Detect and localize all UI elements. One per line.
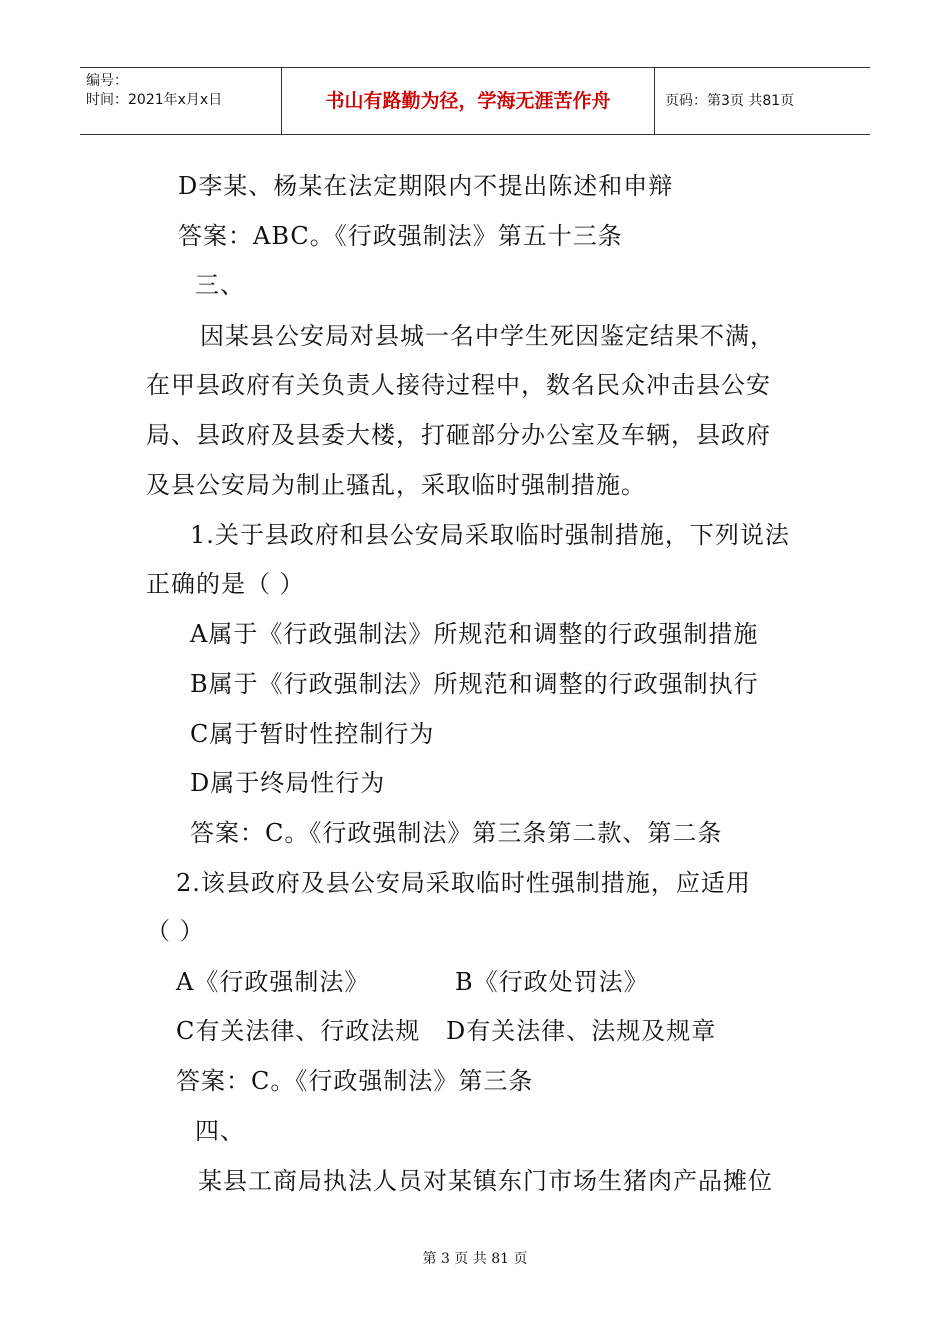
option-line: C属于暂时性控制行为 [190,720,435,748]
document-time-label: 时间：2021年x月x日 [86,92,223,108]
question-line: 1.关于县政府和县公安局采取临时强制措施，下列说法 [190,521,790,549]
option-line-d-prev: D李某、杨某在法定期限内不提出陈述和申辩 [178,172,674,200]
option-line: A属于《行政强制法》所规范和调整的行政强制措施 [190,620,759,648]
option-line: D属于终局性行为 [190,769,386,797]
option-line: A《行政强制法》 [176,968,370,996]
option-line: B属于《行政强制法》所规范和调整的行政强制执行 [190,670,759,698]
question-line: （ ） [146,917,205,945]
paragraph-line: 因某县公安局对县城一名中学生死因鉴定结果不满， [200,322,775,350]
document-header [80,67,870,135]
section-heading-four: 四、 [195,1117,245,1145]
answer-line: 答案：C。《行政强制法》第三条 [176,1067,534,1095]
document-number-label: 编号： [86,73,128,89]
option-line: B《行政处罚法》 [455,968,649,996]
page-footer: 第 3 页 共 81 页 [422,1251,528,1267]
option-line: C有关法律、行政法规 [176,1017,421,1045]
section-heading-three: 三、 [195,271,245,299]
question-line: 正确的是（ ） [146,570,305,598]
paragraph-line: 局、县政府及县委大楼，打砸部分办公室及车辆，县政府 [146,421,771,449]
paragraph-line: 某县工商局执法人员对某镇东门市场生猪肉产品摊位 [198,1167,773,1195]
paragraph-line: 在甲县政府有关负责人接待过程中，数名民众冲击县公安 [146,371,771,399]
paragraph-line: 及县公安局为制止骚乱，采取临时强制措施。 [146,471,646,499]
answer-line: 答案：C。《行政强制法》第三条第二款、第二条 [190,819,723,847]
header-motto: 书山有路勤为径，学海无涯苦作舟 [282,68,655,134]
option-line: D有关法律、法规及规章 [446,1017,717,1045]
header-meta-cell [80,68,282,134]
question-line: 2.该县政府及县公安局采取临时性强制措施，应适用 [176,869,751,897]
header-page-info: 页码：第3页 共81页 [665,93,795,109]
answer-line: 答案：ABC。《行政强制法》第五十三条 [178,222,623,250]
